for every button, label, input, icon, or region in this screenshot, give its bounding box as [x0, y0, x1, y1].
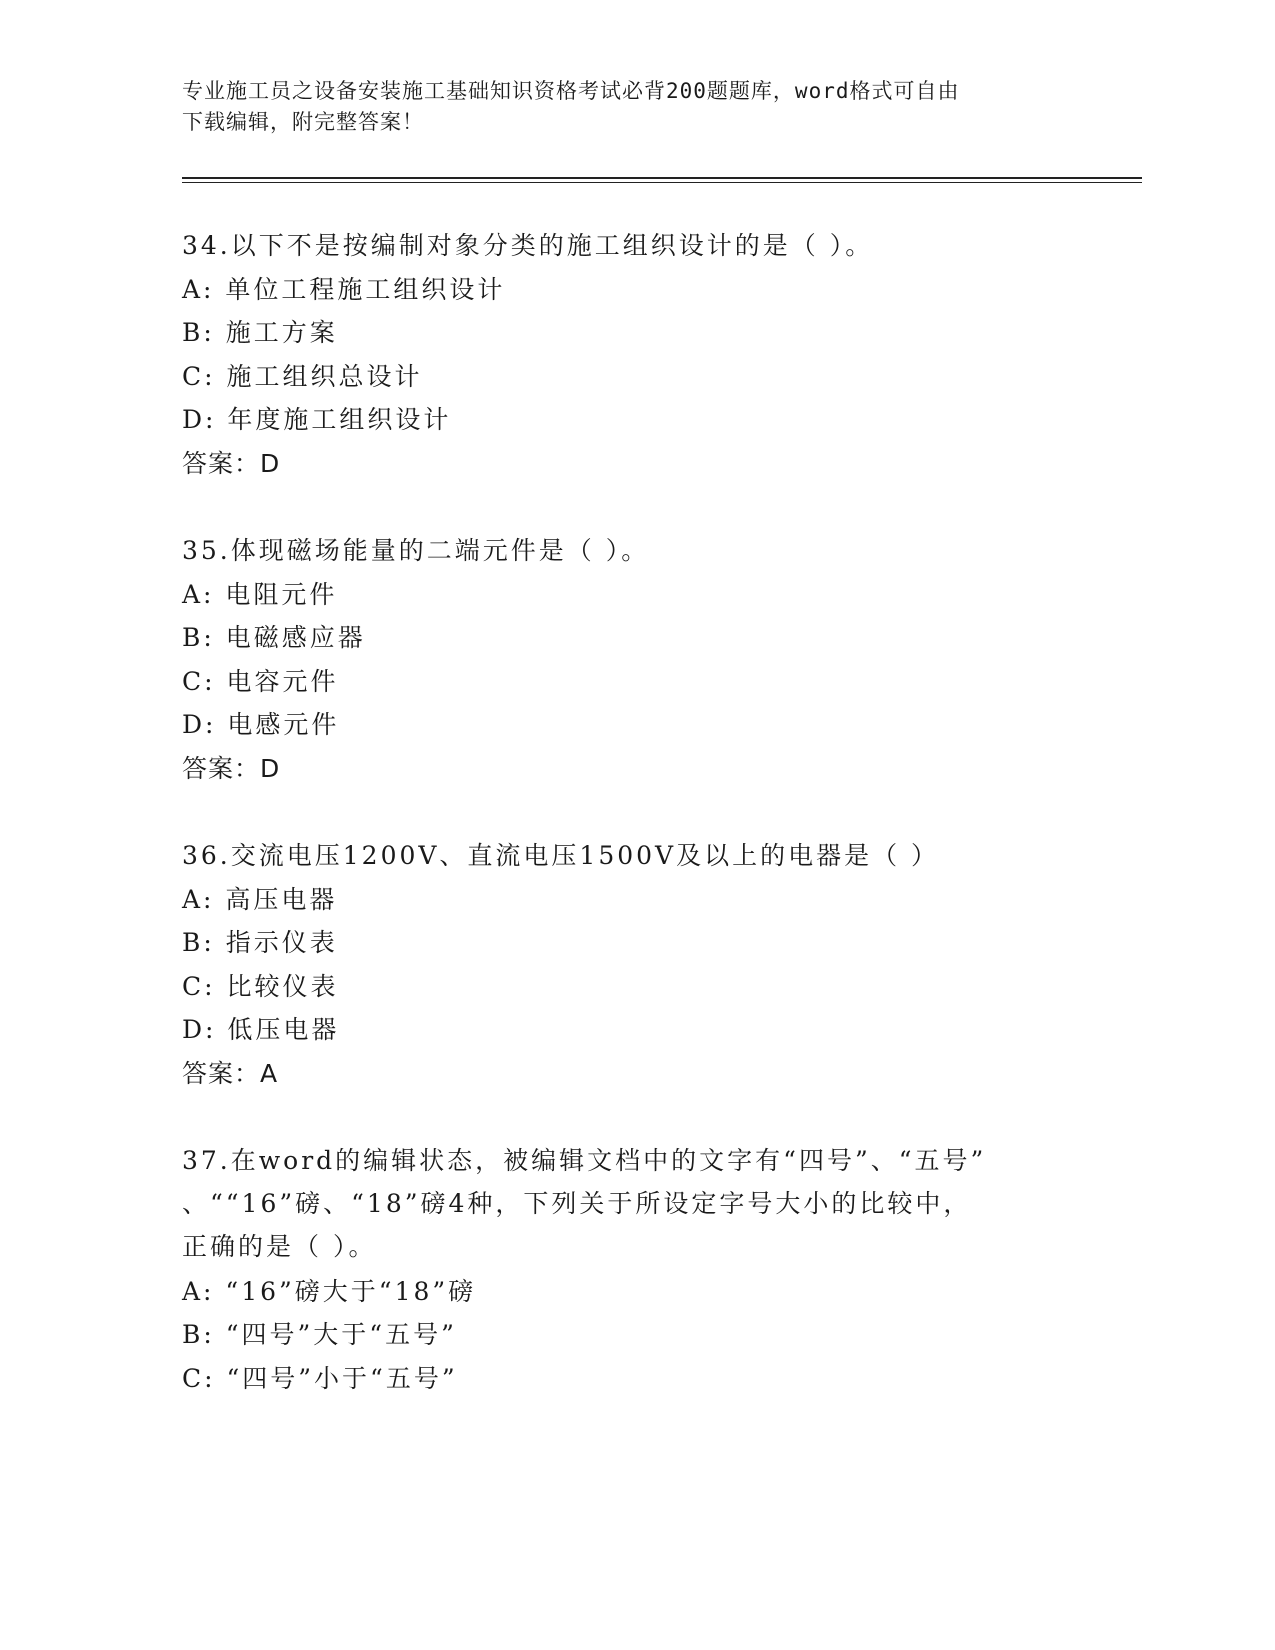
- option-c: C: 施工组织总设计: [182, 362, 423, 391]
- answer-line: 答案：A: [182, 1059, 279, 1088]
- answer-line: 答案：D: [182, 754, 281, 783]
- header-text: [182, 76, 1082, 138]
- answer-line: 答案：D: [182, 449, 281, 478]
- option-b: B: 电磁感应器: [182, 623, 366, 652]
- option-d: D: 低压电器: [182, 1015, 340, 1044]
- question-stem: 36.交流电压1200V、直流电压1500V及以上的电器是（ ）: [182, 841, 940, 870]
- option-b: B: 指示仪表: [182, 928, 338, 957]
- option-a: A: 电阻元件: [182, 580, 338, 609]
- header-divider-thin: [182, 182, 1142, 183]
- option-a: A: “16”磅大于“18”磅: [182, 1277, 477, 1306]
- option-c: C: “四号”小于“五号”: [182, 1364, 458, 1393]
- question-stem-line-3: 正确的是（ ）。: [182, 1232, 377, 1261]
- question-stem: 34.以下不是按编制对象分类的施工组织设计的是（ ）。: [182, 231, 874, 260]
- header-divider-thick: [182, 177, 1142, 179]
- header-line-1: 专业施工员之设备安装施工基础知识资格考试必背200题题库，word格式可自由: [182, 79, 960, 103]
- option-c: C: 比较仪表: [182, 972, 339, 1001]
- question-stem-line-1: 37.在word的编辑状态，被编辑文档中的文字有“四号”、“五号”: [182, 1146, 987, 1175]
- option-a: A: 高压电器: [182, 885, 338, 914]
- question-stem: 35.体现磁场能量的二端元件是（ ）。: [182, 536, 650, 565]
- option-d: D: 电感元件: [182, 710, 340, 739]
- option-a: A: 单位工程施工组织设计: [182, 275, 506, 304]
- question-stem-line-2: 、““16”磅、“18”磅4种，下列关于所设定字号大小的比较中，: [182, 1189, 972, 1218]
- option-d: D: 年度施工组织设计: [182, 405, 452, 434]
- header-line-2: 下载编辑，附完整答案！: [182, 110, 424, 134]
- option-b: B: 施工方案: [182, 318, 338, 347]
- option-c: C: 电容元件: [182, 667, 339, 696]
- option-b: B: “四号”大于“五号”: [182, 1320, 457, 1349]
